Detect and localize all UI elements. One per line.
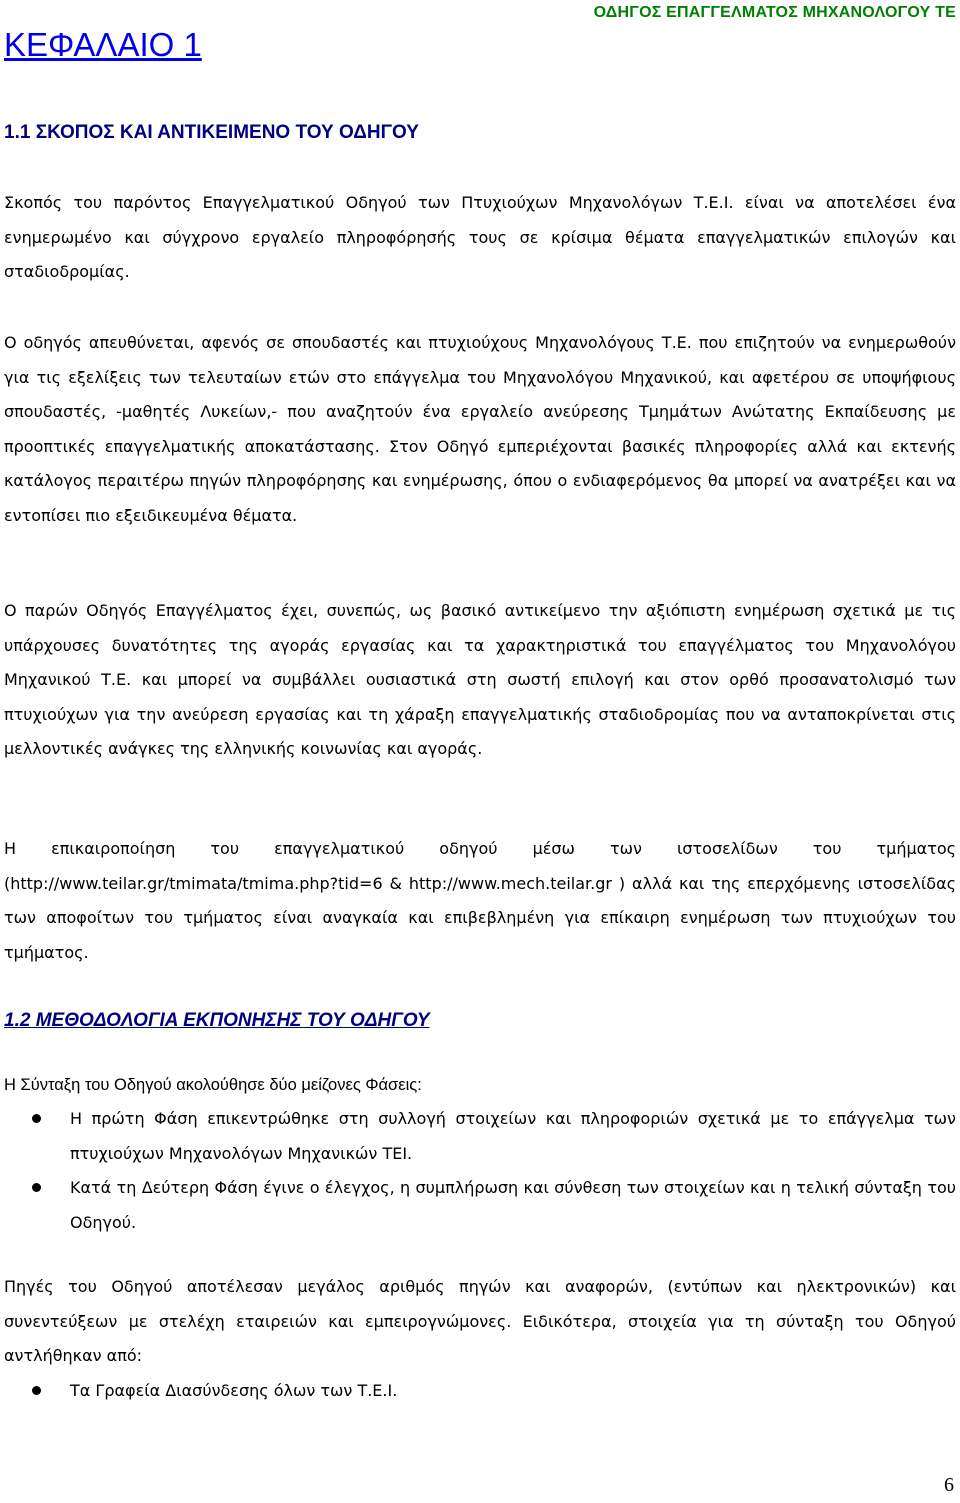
list-item bbox=[4, 1374, 956, 1409]
bullet-icon bbox=[32, 1386, 41, 1395]
bullet-icon bbox=[32, 1183, 41, 1192]
paragraph-methodology-intro: Η Σύνταξη του Οδηγού ακολούθησε δύο μείζονες Φάσεις: bbox=[4, 1076, 422, 1094]
phases-list bbox=[4, 1102, 956, 1240]
chapter-title: ΚΕΦΑΛΑΙΟ 1 bbox=[4, 26, 202, 63]
paragraph-update: Η επικαιροποίηση του επαγγελματικού οδηγού μέσω των ιστοσελίδων του τμήματος (http://www.teilar.gr/tmimata/tmima.php?tid=6 & http://www.mech.teilar.gr ) αλλά και της επερχόμενης ιστοσελίδας των αποφοίτων του τμήματος είναι αναγκαία και επιβεβλημένη για επίκαιρη ενημέρωση των πτυχιούχων του τμήματος. bbox=[4, 839, 956, 962]
section-title-1-2: 1.2 ΜΕΘΟΔΟΛΟΓΙΑ ΕΚΠΟΝΗΣΗΣ ΤΟΥ ΟΔΗΓΟΥ bbox=[4, 1010, 430, 1031]
paragraph-audience: Ο οδηγός απευθύνεται, αφενός σε σπουδαστές και πτυχιούχους Μηχανολόγους Τ.Ε. που επιζητούν να ενημερωθούν για τις εξελίξεις των τελευταίων ετών στο επάγγελμα του Μηχανολόγου Μηχανικού, και αφετέρου σε υποψήφιους σπουδαστές, -μαθητές Λυκείων,- που αναζητούν ένα εργαλείο ανεύρεσης Τμημάτων Ανώτατης Εκπαίδευσης με προοπτικές επαγγελματικής αποκατάστασης. Στον Οδηγό εμπεριέχονται βασικές πληροφορίες αλλά και εκτενής κατάλογος περαιτέρω πηγών πληροφόρησης και ενημέρωσης, όπου ο ενδιαφερόμενος θα μπορεί να ανατρέξει και να εντοπίσει πιο εξειδικευμένα θέματα. bbox=[4, 333, 956, 525]
phase-text: Η πρώτη Φάση επικεντρώθηκε στη συλλογή στοιχείων και πληροφοριών σχετικά με το επάγγελμα των πτυχιούχων Μηχανολόγων Μηχανικών ΤΕΙ. bbox=[70, 1109, 956, 1163]
paragraph-purpose: Σκοπός του παρόντος Επαγγελματικού Οδηγού των Πτυχιούχων Μηχανολόγων Τ.Ε.Ι. είναι να αποτελέσει ένα ενημερωμένο και σύγχρονο εργαλείο πληροφόρησής τους σε κρίσιμα θέματα επαγγελματικών επιλογών και σταδιοδρομίας. bbox=[4, 193, 956, 281]
paragraph-object: Ο παρών Οδηγός Επαγγέλματος έχει, συνεπώς, ως βασικό αντικείμενο την αξιόπιστη ενημέρωση σχετικά με τις υπάρχουσες δυνατότητες της αγοράς εργασίας και τα χαρακτηριστικά του επαγγέλματος του Μηχανολόγου Μηχανικού Τ.Ε. και μπορεί να συμβάλλει ουσιαστικά στη σωστή επιλογή και στον ορθό προσανατολισμό των πτυχιούχων για την ανεύρεση εργασίας και τη χάραξη επαγγελματικής σταδιοδρομίας που να ανταποκρίνεται στις μελλοντικές ανάγκες της ελληνικής κοινωνίας και αγοράς. bbox=[4, 601, 956, 758]
running-header: ΟΔΗΓΟΣ ΕΠΑΓΓΕΛΜΑΤΟΣ ΜΗΧΑΝΟΛΟΓΟΥ ΤΕ bbox=[593, 4, 956, 21]
bullet-icon bbox=[32, 1114, 41, 1123]
page-number: 6 bbox=[944, 1474, 954, 1496]
paragraph-sources: Πηγές του Οδηγού αποτέλεσαν μεγάλος αριθμός πηγών και αναφορών, (εντύπων και ηλεκτρονικών) και συνεντεύξεων με στελέχη εταιρειών και εμπειρογνώμονες. Ειδικότερα, στοιχεία για τη σύνταξη του Οδηγού αντλήθηκαν από: bbox=[4, 1277, 956, 1365]
list-item bbox=[4, 1171, 956, 1240]
list-item bbox=[4, 1102, 956, 1171]
source-text: Τα Γραφεία Διασύνδεσης όλων των Τ.Ε.Ι. bbox=[70, 1381, 398, 1400]
section-title-1-1: 1.1 ΣΚΟΠΟΣ ΚΑΙ ΑΝΤΙΚΕΙΜΕΝΟ ΤΟΥ ΟΔΗΓΟΥ bbox=[4, 122, 419, 143]
phase-text: Κατά τη Δεύτερη Φάση έγινε ο έλεγχος, η συμπλήρωση και σύνθεση των στοιχείων και η τελική σύνταξη του Οδηγού. bbox=[70, 1178, 956, 1232]
sources-list bbox=[4, 1374, 956, 1409]
